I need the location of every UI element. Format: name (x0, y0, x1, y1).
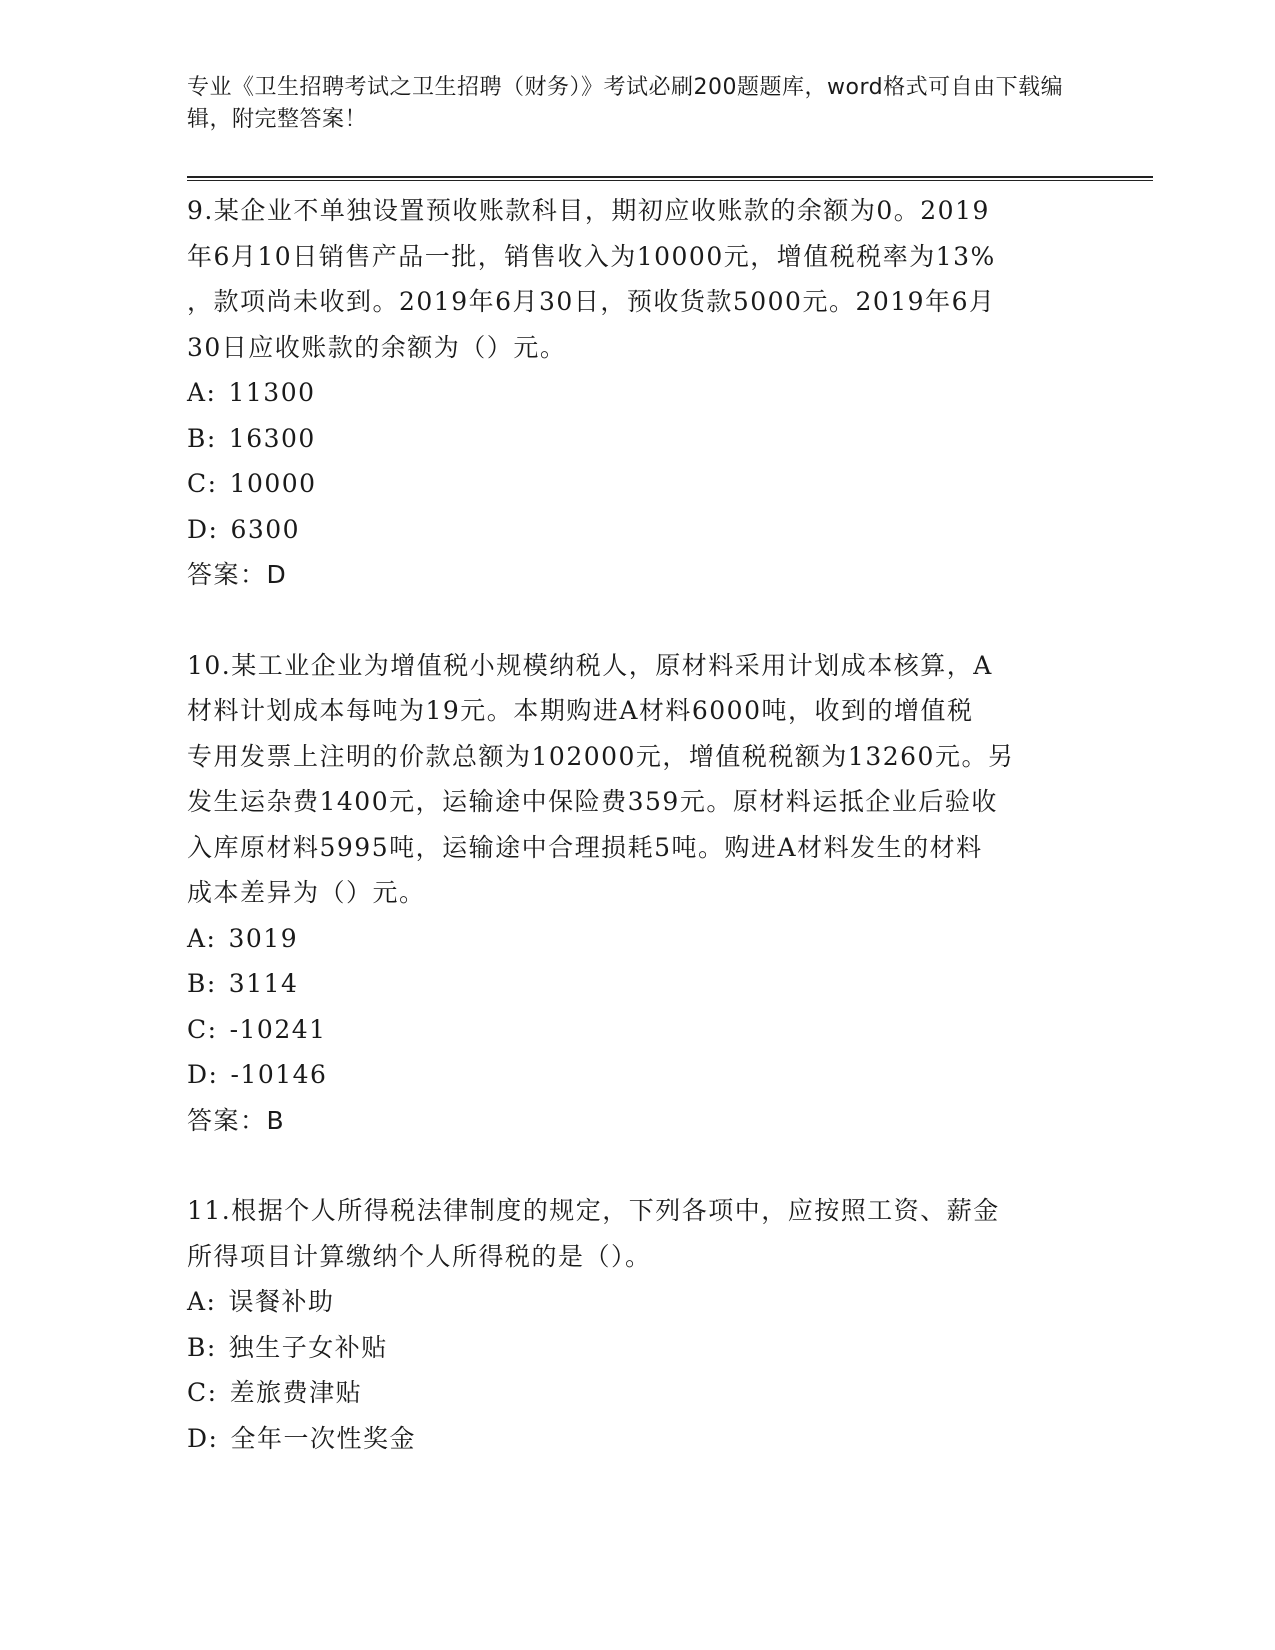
question-item (187, 643, 1087, 1144)
option-c (187, 1007, 1087, 1053)
option-c (187, 1370, 1087, 1416)
question-line: ，款项尚未收到。2019年6月30日，预收货款5000元。2019年6月 (187, 287, 996, 316)
option-d (187, 1416, 1087, 1462)
question-line: 11.根据个人所得税法律制度的规定，下列各项中，应按照工资、薪金 (187, 1196, 1000, 1225)
header-divider (187, 176, 1153, 181)
option-key: B: (187, 1332, 217, 1362)
option-key: C: (187, 469, 218, 498)
question-line: 发生运杂费1400元，运输途中保险费359元。原材料运抵企业后验收 (187, 787, 998, 816)
option-key: A: (187, 378, 217, 407)
option-key: C: (187, 1378, 218, 1407)
option-value: 10000 (229, 469, 317, 498)
option-key: D: (187, 514, 219, 544)
answer-line: 答案：D (187, 560, 288, 589)
option-d (187, 1052, 1087, 1098)
question-item (187, 1188, 1087, 1461)
option-a (187, 370, 1087, 416)
option-value: 3114 (228, 969, 299, 998)
option-a (187, 1279, 1087, 1325)
option-key: B: (187, 423, 217, 453)
option-value: 16300 (228, 423, 316, 453)
option-d (187, 507, 1087, 553)
option-key: A: (187, 1287, 217, 1316)
option-value: -10241 (229, 1014, 327, 1044)
option-value: 3019 (228, 923, 299, 953)
question-line: 30日应收账款的余额为（）元。 (187, 332, 567, 362)
option-a (187, 916, 1087, 962)
option-value: 6300 (230, 514, 301, 544)
option-c (187, 461, 1087, 507)
option-value: 误餐补助 (228, 1287, 335, 1316)
question-line: 年6月10日销售产品一批，销售收入为10000元，增值税税率为13% (187, 241, 996, 271)
document-header: 专业《卫生招聘考试之卫生招聘（财务）》考试必刷200题题库，word格式可自由下载编辑，附完整答案！ (187, 75, 1064, 132)
option-value: 11300 (228, 378, 316, 407)
question-line: 9.某企业不单独设置预收账款科目，期初应收账款的余额为0。2019 (187, 196, 990, 225)
option-value: 全年一次性奖金 (230, 1423, 416, 1453)
question-line: 成本差异为（）元。 (187, 878, 426, 907)
question-line: 专用发票上注明的价款总额为102000元，增值税税额为13260元。另 (187, 741, 1015, 771)
answer-line: 答案：B (187, 1105, 286, 1135)
option-key: D: (187, 1423, 219, 1453)
question-line: 材料计划成本每吨为19元。本期购进A材料6000吨，收到的增值税 (187, 696, 974, 725)
option-value: 独生子女补贴 (228, 1332, 388, 1362)
option-b (187, 416, 1087, 462)
option-key: D: (187, 1060, 219, 1089)
question-item (187, 188, 1087, 598)
option-key: C: (187, 1014, 218, 1044)
option-key: A: (187, 923, 217, 953)
question-line: 所得项目计算缴纳个人所得税的是（）。 (187, 1241, 652, 1271)
question-line: 10.某工业企业为增值税小规模纳税人，原材料采用计划成本核算，A (187, 650, 993, 680)
option-b (187, 1325, 1087, 1371)
option-value: 差旅费津贴 (229, 1378, 363, 1407)
question-list (187, 188, 1087, 1506)
option-b (187, 961, 1087, 1007)
option-value: -10146 (230, 1060, 328, 1089)
question-line: 入库原材料5995吨，运输途中合理损耗5吨。购进A材料发生的材料 (187, 832, 983, 862)
option-key: B: (187, 969, 217, 998)
